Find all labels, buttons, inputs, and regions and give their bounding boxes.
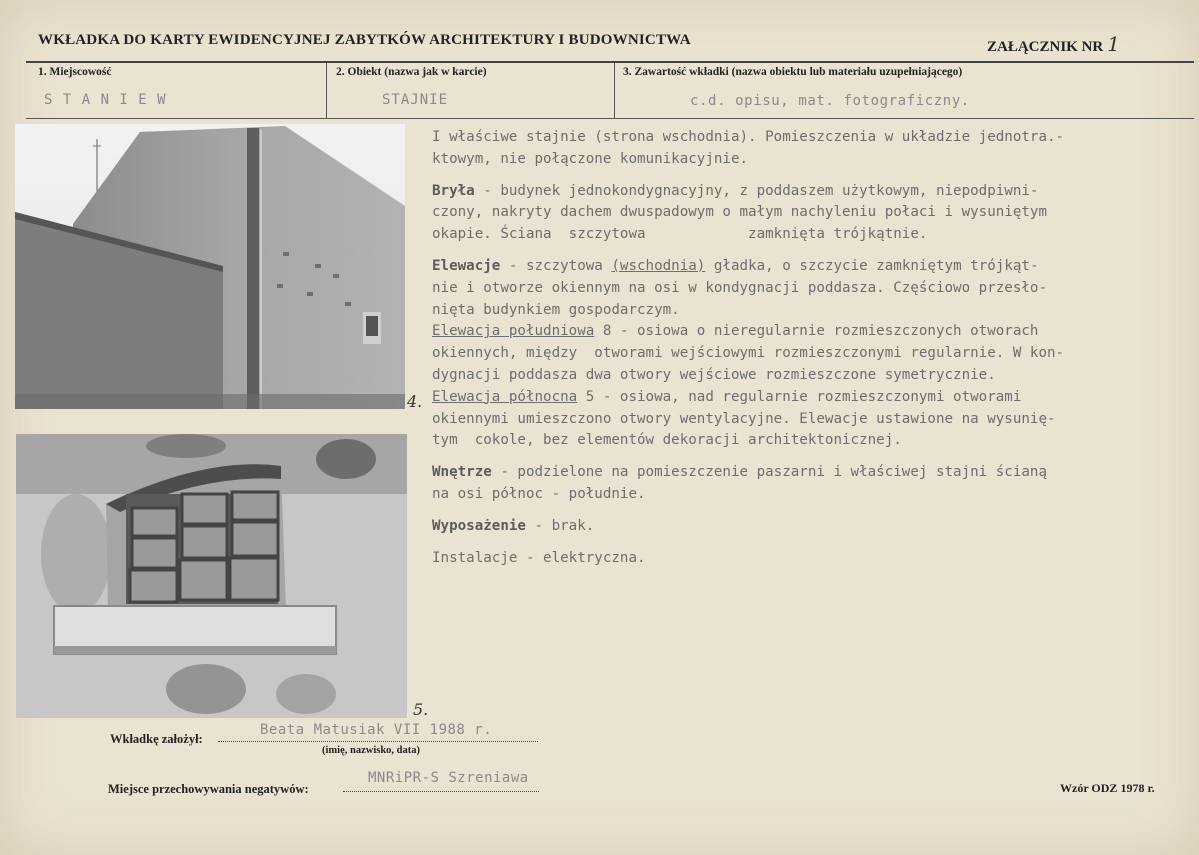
photo-building-exterior — [15, 124, 405, 409]
field-divider-1 — [326, 63, 327, 119]
text-instalacje: - elektryczna. — [517, 549, 646, 566]
paragraph-instalacje — [432, 548, 1180, 570]
locality-value: S T A N I E W — [44, 92, 167, 108]
header-rule — [26, 61, 1194, 63]
text-elewacje-2: gładka, o szczycie zamkniętym trójkąt- nie i otworze okiennym na osi w kondygnacji poddasza. Częściowo przesło- nięta budynkiem gospodarczym. — [432, 257, 1047, 318]
author-dotted-line — [218, 741, 538, 742]
paragraph-wyposazenie — [432, 516, 1180, 538]
text-wyposazenie: - brak. — [525, 517, 595, 534]
author-label: Wkładkę założył: — [110, 732, 203, 746]
object-value: STAJNIE — [382, 92, 449, 108]
field-rule — [26, 118, 1194, 119]
paragraph-elewacje — [432, 256, 1180, 452]
heading-instalacje: Instalacje — [432, 549, 518, 566]
heading-elewacja-poludniowa: Elewacja południowa — [432, 323, 595, 340]
content-value: c.d. opisu, mat. fotograficzny. — [690, 93, 970, 109]
text-elewacja-polnocna: 5 - osiowa, nad regularnie rozmieszczonymi otworami okiennymi umieszczono otwory wentylacyjne. Elewacje ustawione na wysunię- tym cokole, bez elementów dekoracji architektonicznej. — [432, 388, 1056, 449]
window-photo-image — [16, 434, 407, 718]
content-label: 3. Zawartość wkładki (nazwa obiektu lub materiału uzupełniającego) — [623, 66, 963, 78]
text-wschodnia: (wschodnia) — [611, 257, 706, 274]
annex-label — [987, 32, 1120, 56]
text-elewacja-poludniowa: 8 - osiowa o nieregularnie rozmieszczonych otworach okiennych, między otworami wejściowymi rozmieszczonymi regularnie. W kon- dygnacji poddasza dwa otwory wejściowe rozmieszczone symetrycznie. — [432, 323, 1065, 383]
storage-value: MNRiPR-S Szreniawa — [368, 770, 529, 786]
author-value: Beata Matusiak VII 1988 r. — [260, 722, 493, 738]
building-photo-image — [15, 124, 405, 409]
heading-elewacje: Elewacje — [432, 257, 501, 274]
author-sublabel: (imię, nazwisko, data) — [322, 745, 420, 756]
annex-label-text: ZAŁĄCZNIK NR — [987, 39, 1104, 55]
photo-window-detail — [16, 434, 407, 718]
field-divider-2 — [614, 63, 615, 119]
storage-dotted-line — [343, 791, 539, 792]
paragraph-intro: I właściwe stajnie (strona wschodnia). Pomieszczenia w układzie jednotra.- ktowym, nie połączone komunikacyjnie. — [432, 129, 1065, 167]
heading-wyposazenie: Wyposażenie — [432, 517, 526, 534]
heading-wnetrze: Wnętrze — [432, 464, 492, 481]
description-text — [432, 127, 1180, 579]
annex-number: 1 — [1107, 32, 1120, 56]
heading-bryla: Bryła — [432, 182, 475, 199]
text-wnetrze: - podzielone na pomieszczenie paszarni i właściwej stajni ścianą na osi północ - południe. — [432, 464, 1048, 502]
photo-number-4: 4. — [407, 392, 423, 411]
storage-label: Miejsce przechowywania negatywów: — [108, 782, 309, 796]
form-code: Wzór ODZ 1978 r. — [1060, 781, 1155, 795]
paragraph-wnetrze — [432, 462, 1180, 506]
card-title: WKŁADKA DO KARTY EWIDENCYJNEJ ZABYTKÓW ARCHITEKTURY I BUDOWNICTWA — [38, 32, 691, 48]
heading-elewacja-polnocna: Elewacja północna — [432, 388, 578, 405]
text-elewacje-1: - szczytowa — [500, 257, 612, 274]
object-label: 2. Obiekt (nazwa jak w karcie) — [336, 66, 487, 78]
locality-label: 1. Miejscowość — [38, 66, 112, 78]
photo-number-5: 5. — [413, 700, 429, 719]
text-bryla: - budynek jednokondygnacyjny, z poddaszem użytkowym, niepodpiwni- czony, nakryty dachem dwuspadowym o małym nachyleniu połaci i wysuniętym okapie. Ściana szczytowa zamknięta trójkątnie. — [432, 182, 1047, 243]
paragraph-bryla — [432, 181, 1180, 246]
